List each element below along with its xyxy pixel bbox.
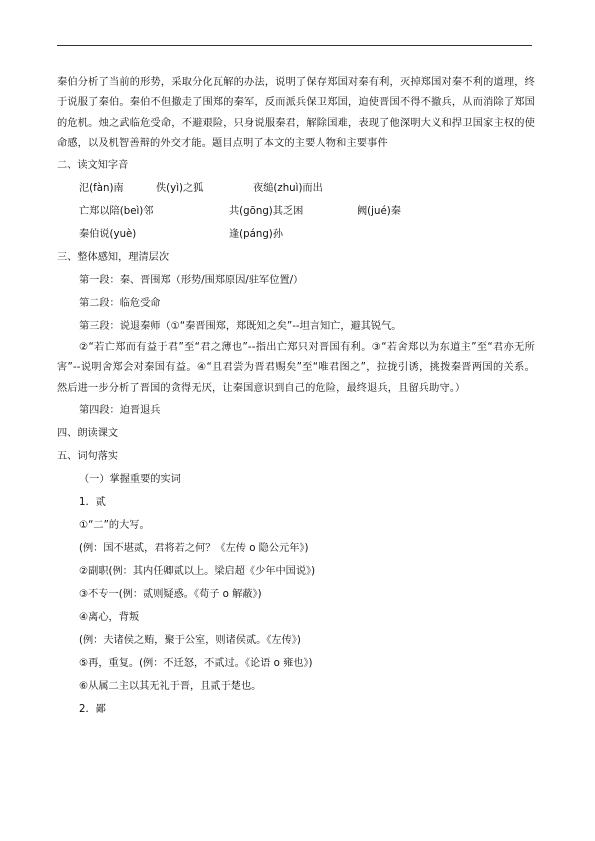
- vocab-line: ⑤再，重复。(例：不迁怒，不贰过。《论语 o 雍也》): [79, 658, 313, 670]
- header-rule: [57, 45, 532, 46]
- pinyin-item: 佚(yì)之狐: [156, 183, 204, 195]
- vocab-line: ⑥从属二主以其无礼于晋，且贰于楚也。: [79, 681, 262, 693]
- vocab-line: ①“二”的大写。: [79, 520, 150, 532]
- paragraph-3-detail: ②“若亡郑而有益于君”至“君之薄也”--指出亡郑只对晋国有利。③“若舍郑以为东道主”至“君亦无所害”--说明舍郑会对秦国有益。④“且君尝为晋君赐矣”至“唯君图之”，拉拢引诱，挑拨秦晋两国的关系。然后进一步分析了晋国的贪得无厌，让秦国意识到自己的危险，最终退兵，且留兵助守。）: [57, 342, 535, 394]
- vocab-item-heading: 2．鄙: [79, 704, 106, 716]
- pinyin-item: 夜缒(zhuì)而出: [253, 183, 323, 195]
- vocab-line: (例：夫诸侯之贿，聚于公室，则诸侯贰。《左传》): [79, 635, 301, 647]
- section-4-heading: 四、朗读课文: [57, 428, 119, 440]
- vocab-line: ③不专一(例：贰则疑惑。《荀子 o 解蔽》): [79, 589, 262, 601]
- section-5-heading: 五、词句落实: [57, 451, 119, 463]
- section-3-heading: 三、整体感知，理清层次: [57, 252, 170, 264]
- paragraph-2-summary: 第二段：临危受命: [79, 298, 161, 310]
- paragraph-4-summary: 第四段：迫晋退兵: [79, 405, 161, 417]
- vocab-line: ④离心，背叛: [79, 612, 140, 624]
- vocab-item-heading: 1．贰: [79, 497, 106, 509]
- subsection-heading: （一）掌握重要的实词: [79, 474, 181, 486]
- pinyin-row-3: [57, 223, 535, 246]
- intro-paragraph: 秦伯分析了当前的形势，采取分化瓦解的办法，说明了保存郑国对秦有利，灭掉郑国对秦不利的道理，终于说服了秦伯。秦伯不但撤走了围郑的秦军，反而派兵保卫郑国，迫使晋国不得不撤兵，从而消除了郑国的危机。烛之武临危受命，不避艰险，只身说服秦君，解除国难，表现了他深明大义和捍卫国家主权的使命感，以及机智善辩的外交才能。题目点明了本文的主要人物和主要事件: [57, 77, 535, 149]
- pinyin-item: 共(gōng)其乏困: [229, 206, 304, 218]
- paragraph-1-summary: 第一段：秦、晋围郑（形势/围郑原因/驻军位置/）: [79, 275, 304, 287]
- vocab-line: (例：国不堪贰，君将若之何？《左传 o 隐公元年》): [79, 543, 309, 555]
- document-body: [57, 73, 535, 721]
- pinyin-item: 秦伯说(yuè): [79, 229, 137, 241]
- pinyin-item: 逢(páng)孙: [229, 229, 283, 241]
- pinyin-row-1: [57, 177, 535, 200]
- pinyin-item: 阙(jué)秦: [357, 206, 401, 218]
- pinyin-item: 氾(fàn)南: [79, 183, 124, 195]
- section-2-heading: 二、读文知字音: [57, 160, 129, 172]
- paragraph-3-summary: 第三段：说退秦师（①“秦晋围郑，郑既知之矣”--坦言知亡，避其锐气。: [79, 321, 402, 333]
- pinyin-row-2: [57, 200, 535, 223]
- vocab-line: ②副职(例：其内任卿贰以上。梁启超《少年中国说》): [79, 566, 316, 578]
- pinyin-item: 亡郑以陪(beì)邻: [79, 206, 154, 218]
